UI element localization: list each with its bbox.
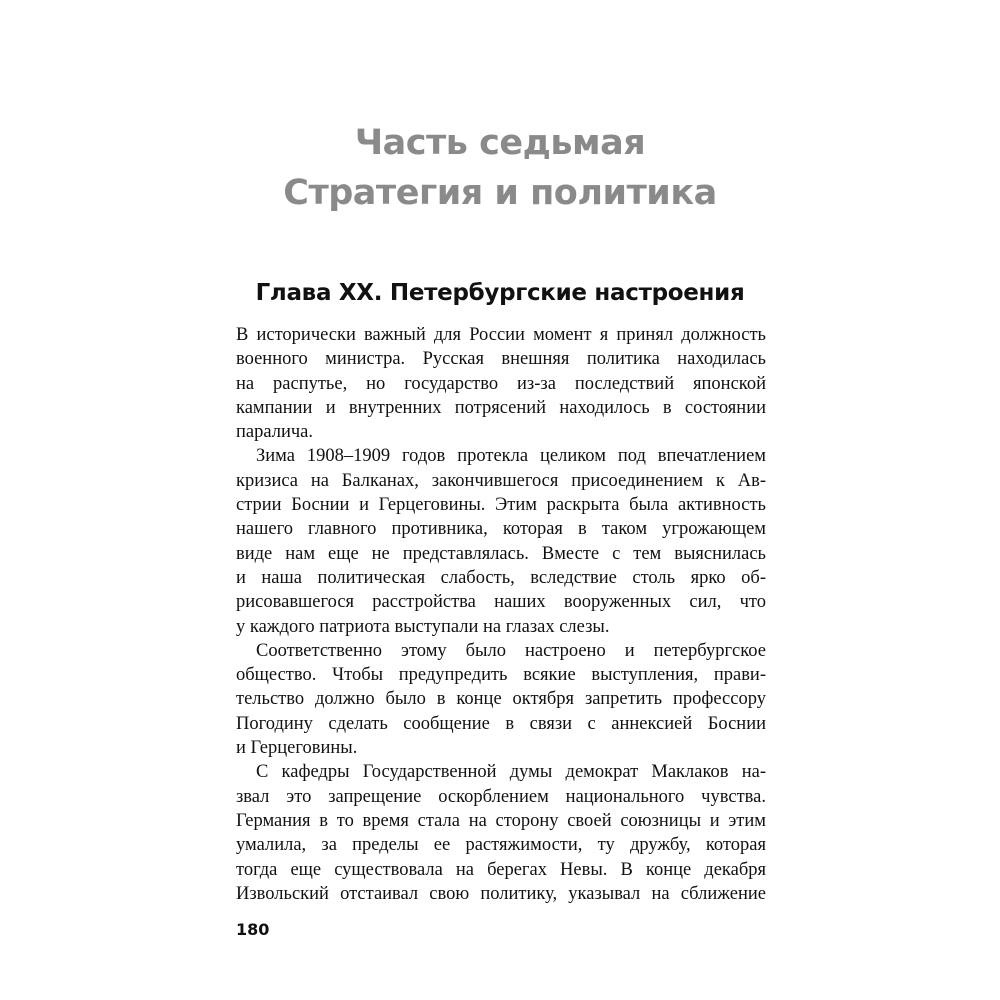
text-line: умалила, за пределы ее растяжимости, ту дружбу, которая	[236, 835, 766, 856]
text-line: звал это запрещение оскорблением национального чувства.	[236, 786, 766, 807]
text-line: В исторически важный для России момент я принял должность	[236, 325, 766, 345]
text-line: тогда еще существовала на берегах Невы. В конце декабря	[236, 859, 766, 880]
text-line: и наша политическая слабость, вследствие столь ярко об-	[236, 567, 766, 588]
paragraph-2	[236, 444, 766, 638]
text-line: кампании и внутренних потрясений находилось в состоянии	[236, 397, 766, 418]
part-title-line-1: Часть седьмая	[354, 123, 646, 163]
text-line: военного министра. Русская внешняя политика находилась	[236, 349, 766, 370]
text-line: на распутье, но государство из-за последствий японской	[236, 373, 766, 394]
chapter-title: Глава XX. Петербургские настроения	[255, 280, 745, 306]
text-line: виде нам еще не представлялась. Вместе с тем выяснилась	[236, 543, 766, 564]
part-title-line-2: Стратегия и политика	[283, 173, 717, 213]
text-line: Извольский отстаивал свою политику, указывал на сближение	[236, 883, 766, 904]
text-line: и Герцеговины.	[236, 738, 358, 759]
text-line: Соответственно этому было настроено и петербургское	[256, 640, 766, 661]
text-line: паралича.	[236, 422, 314, 443]
paragraph-3	[236, 639, 766, 760]
text-line: стрии Боснии и Герцеговины. Этим раскрыта была активность	[236, 495, 766, 516]
text-line: Погодину сделать сообщение в связи с аннексией Боснии	[236, 713, 766, 734]
paragraph-1	[236, 323, 766, 444]
text-line: кризиса на Балканах, закончившегося присоединением к Ав-	[236, 470, 766, 491]
part-title	[0, 118, 1000, 218]
text-line: тельство должно было в конце октября запретить профессору	[236, 689, 766, 710]
text-line: общество. Чтобы предупредить всякие выступления, прави-	[236, 665, 766, 686]
text-line: у каждого патриота выступали на глазах слезы.	[236, 616, 610, 637]
text-line: рисовавшегося расстройства наших вооруженных сил, что	[236, 592, 766, 613]
text-line: Зима 1908–1909 годов протекла целиком под впечатлением	[256, 446, 766, 467]
paragraph-4	[236, 760, 766, 906]
page-number: 180	[236, 920, 270, 939]
text-line: нашего главного противника, которая в таком угрожающем	[236, 519, 766, 540]
text-line: С кафедры Государственной думы демократ Маклаков на-	[256, 762, 766, 783]
chapter-body	[236, 323, 766, 906]
text-line: Германия в то время стала на сторону своей союзницы и этим	[236, 810, 766, 831]
